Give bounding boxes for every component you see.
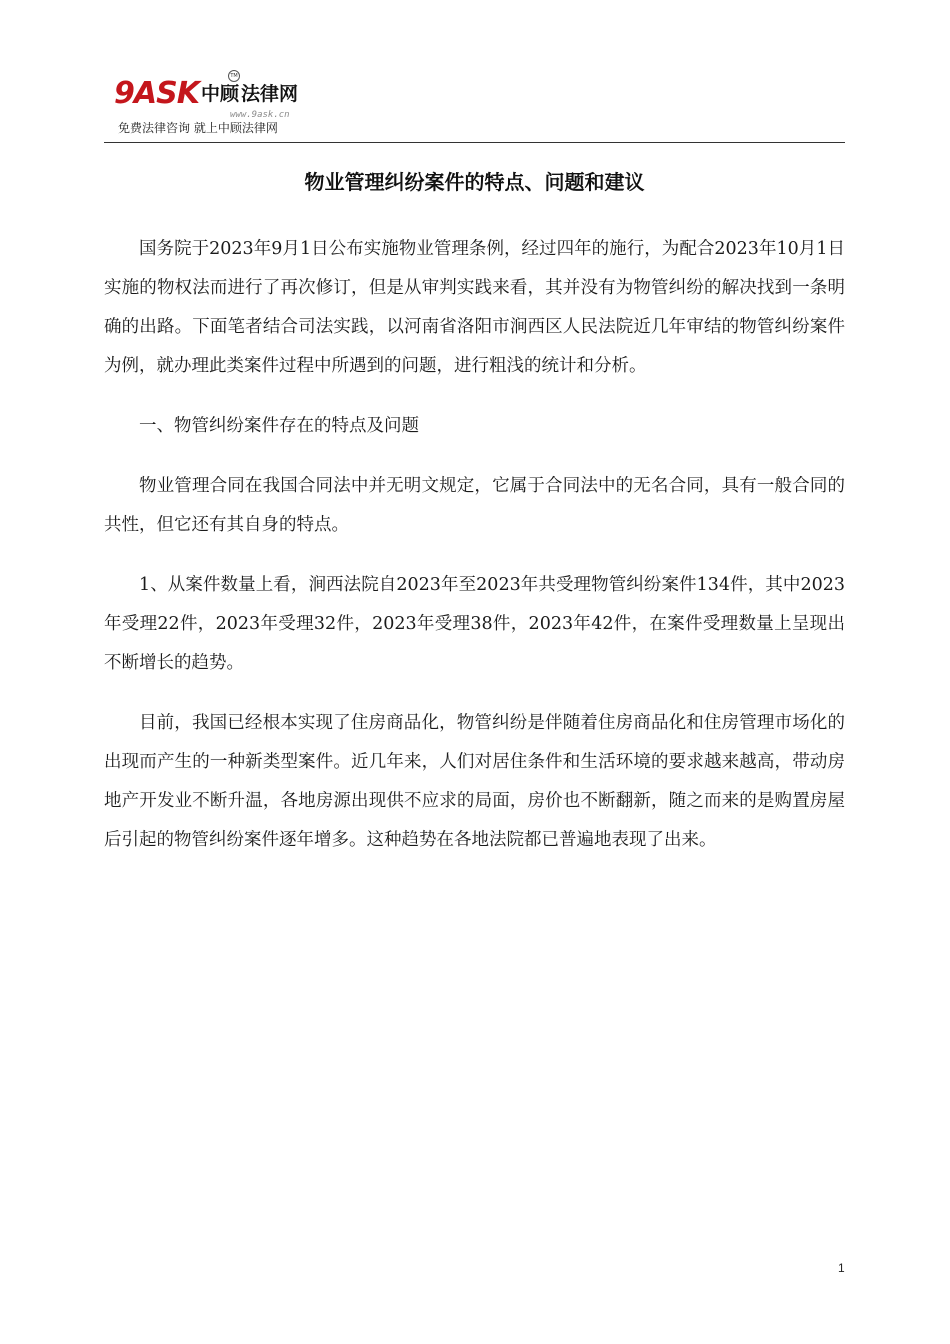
page-number: 1 <box>838 1261 845 1275</box>
trademark-icon: TM <box>228 70 240 82</box>
paragraph-trend: 目前，我国已经根本实现了住房商品化，物管纠纷是伴随着住房商品化和住房管理市场化的出现而产生的一种新类型案件。近几年来，人们对居住条件和生活环境的要求越来越高，带动房地产开发业不断升温，各地房源出现供不应求的局面，房价也不断翻新，随之而来的是购置房屋后引起的物管纠纷案件逐年增多。这种趋势在各地法院都已普遍地表现了出来。 <box>104 713 845 850</box>
header-divider <box>104 142 845 143</box>
page-header <box>104 70 845 142</box>
document-title: 物业管理纠纷案件的特点、问题和建议 <box>304 170 645 194</box>
document-body <box>104 230 845 881</box>
section-heading-1: 一、物管纠纷案件存在的特点及问题 <box>139 416 419 436</box>
paragraph-contract-nature: 物业管理合同在我国合同法中并无明文规定，它属于合同法中的无名合同，具有一般合同的共性，但它还有其自身的特点。 <box>104 476 845 535</box>
logo-url: www.9ask.cn <box>230 110 290 120</box>
paragraph-case-count: 1、从案件数量上看，涧西法院自2023年至2023年共受理物管纠纷案件134件，其中2023年受理22件，2023年受理32件，2023年受理38件，2023年42件，在案件受理数量上呈现出不断增长的趋势。 <box>104 575 845 673</box>
paragraph-intro: 国务院于2023年9月1日公布实施物业管理条例，经过四年的施行，为配合2023年10月1日实施的物权法而进行了再次修订，但是从审判实践来看，其并没有为物管纠纷的解决找到一条明确的出路。下面笔者结合司法实践，以河南省洛阳市涧西区人民法院近几年审结的物管纠纷案件为例，就办理此类案件过程中所遇到的问题，进行粗浅的统计和分析。 <box>104 239 845 376</box>
site-logo <box>114 72 298 112</box>
logo-slogan: 免费法律咨询 就上中顾法律网 <box>118 121 278 135</box>
logo-9ask-text: 9ASK <box>114 76 199 111</box>
logo-falvwang-text: 法律网 <box>240 83 298 105</box>
logo-zhonggu-text: 中顾 <box>200 83 239 105</box>
